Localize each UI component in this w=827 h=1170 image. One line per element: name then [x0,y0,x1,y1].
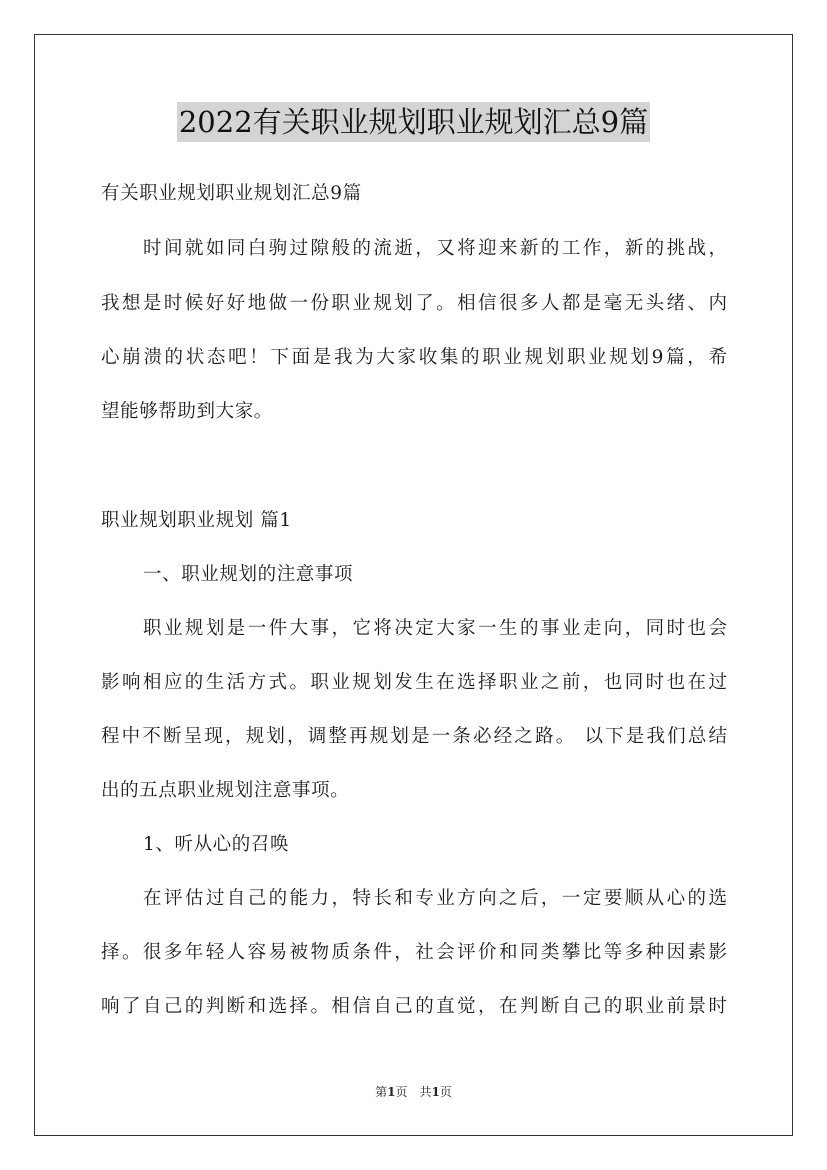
footer-total-pages: 1 [431,1085,440,1099]
sub-heading: 一、职业规划的注意事项 [143,564,354,585]
document-title: 2022有关职业规划职业规划汇总9篇 [177,102,650,142]
para2-line-1: 在评估过自己的能力，特长和专业方向之后，一定要顺从心的选 [143,888,727,909]
item-heading: 1、听从心的召唤 [143,834,290,855]
section-heading: 职业规划职业规划 篇1 [101,510,292,531]
page-footer [0,1084,827,1100]
para2-line-3: 响了自己的判断和选择。相信自己的直觉，在判断自己的职业前景时 [101,996,727,1017]
para1-line-2: 影响相应的生活方式。职业规划发生在选择职业之前，也同时也在过 [101,672,727,693]
intro-line-4: 望能够帮助到大家。 [101,401,273,422]
para1-line-4: 出的五点职业规划注意事项。 [101,780,350,801]
intro-line-3: 心崩溃的状态吧！下面是我为大家收集的职业规划职业规划9篇，希 [101,347,727,368]
intro-line-2: 我想是时候好好地做一份职业规划了。相信很多人都是毫无头绪、内 [101,293,727,314]
footer-mid: 页 共 [395,1085,432,1099]
footer-page-number: 1 [387,1085,396,1099]
document-subtitle: 有关职业规划职业规划汇总9篇 [101,183,362,204]
para1-line-1: 职业规划是一件大事，它将决定大家一生的事业走向，同时也会 [143,618,727,639]
footer-suffix: 页 [439,1085,452,1099]
title-container [0,102,827,142]
para1-line-3: 程中不断呈现，规划，调整再规划是一条必经之路。 以下是我们总结 [101,726,727,747]
para2-line-2: 择。很多年轻人容易被物质条件，社会评价和同类攀比等多种因素影 [101,942,727,963]
intro-line-1: 时间就如同白驹过隙般的流逝，又将迎来新的工作，新的挑战， [143,238,727,259]
footer-prefix: 第 [375,1085,388,1099]
